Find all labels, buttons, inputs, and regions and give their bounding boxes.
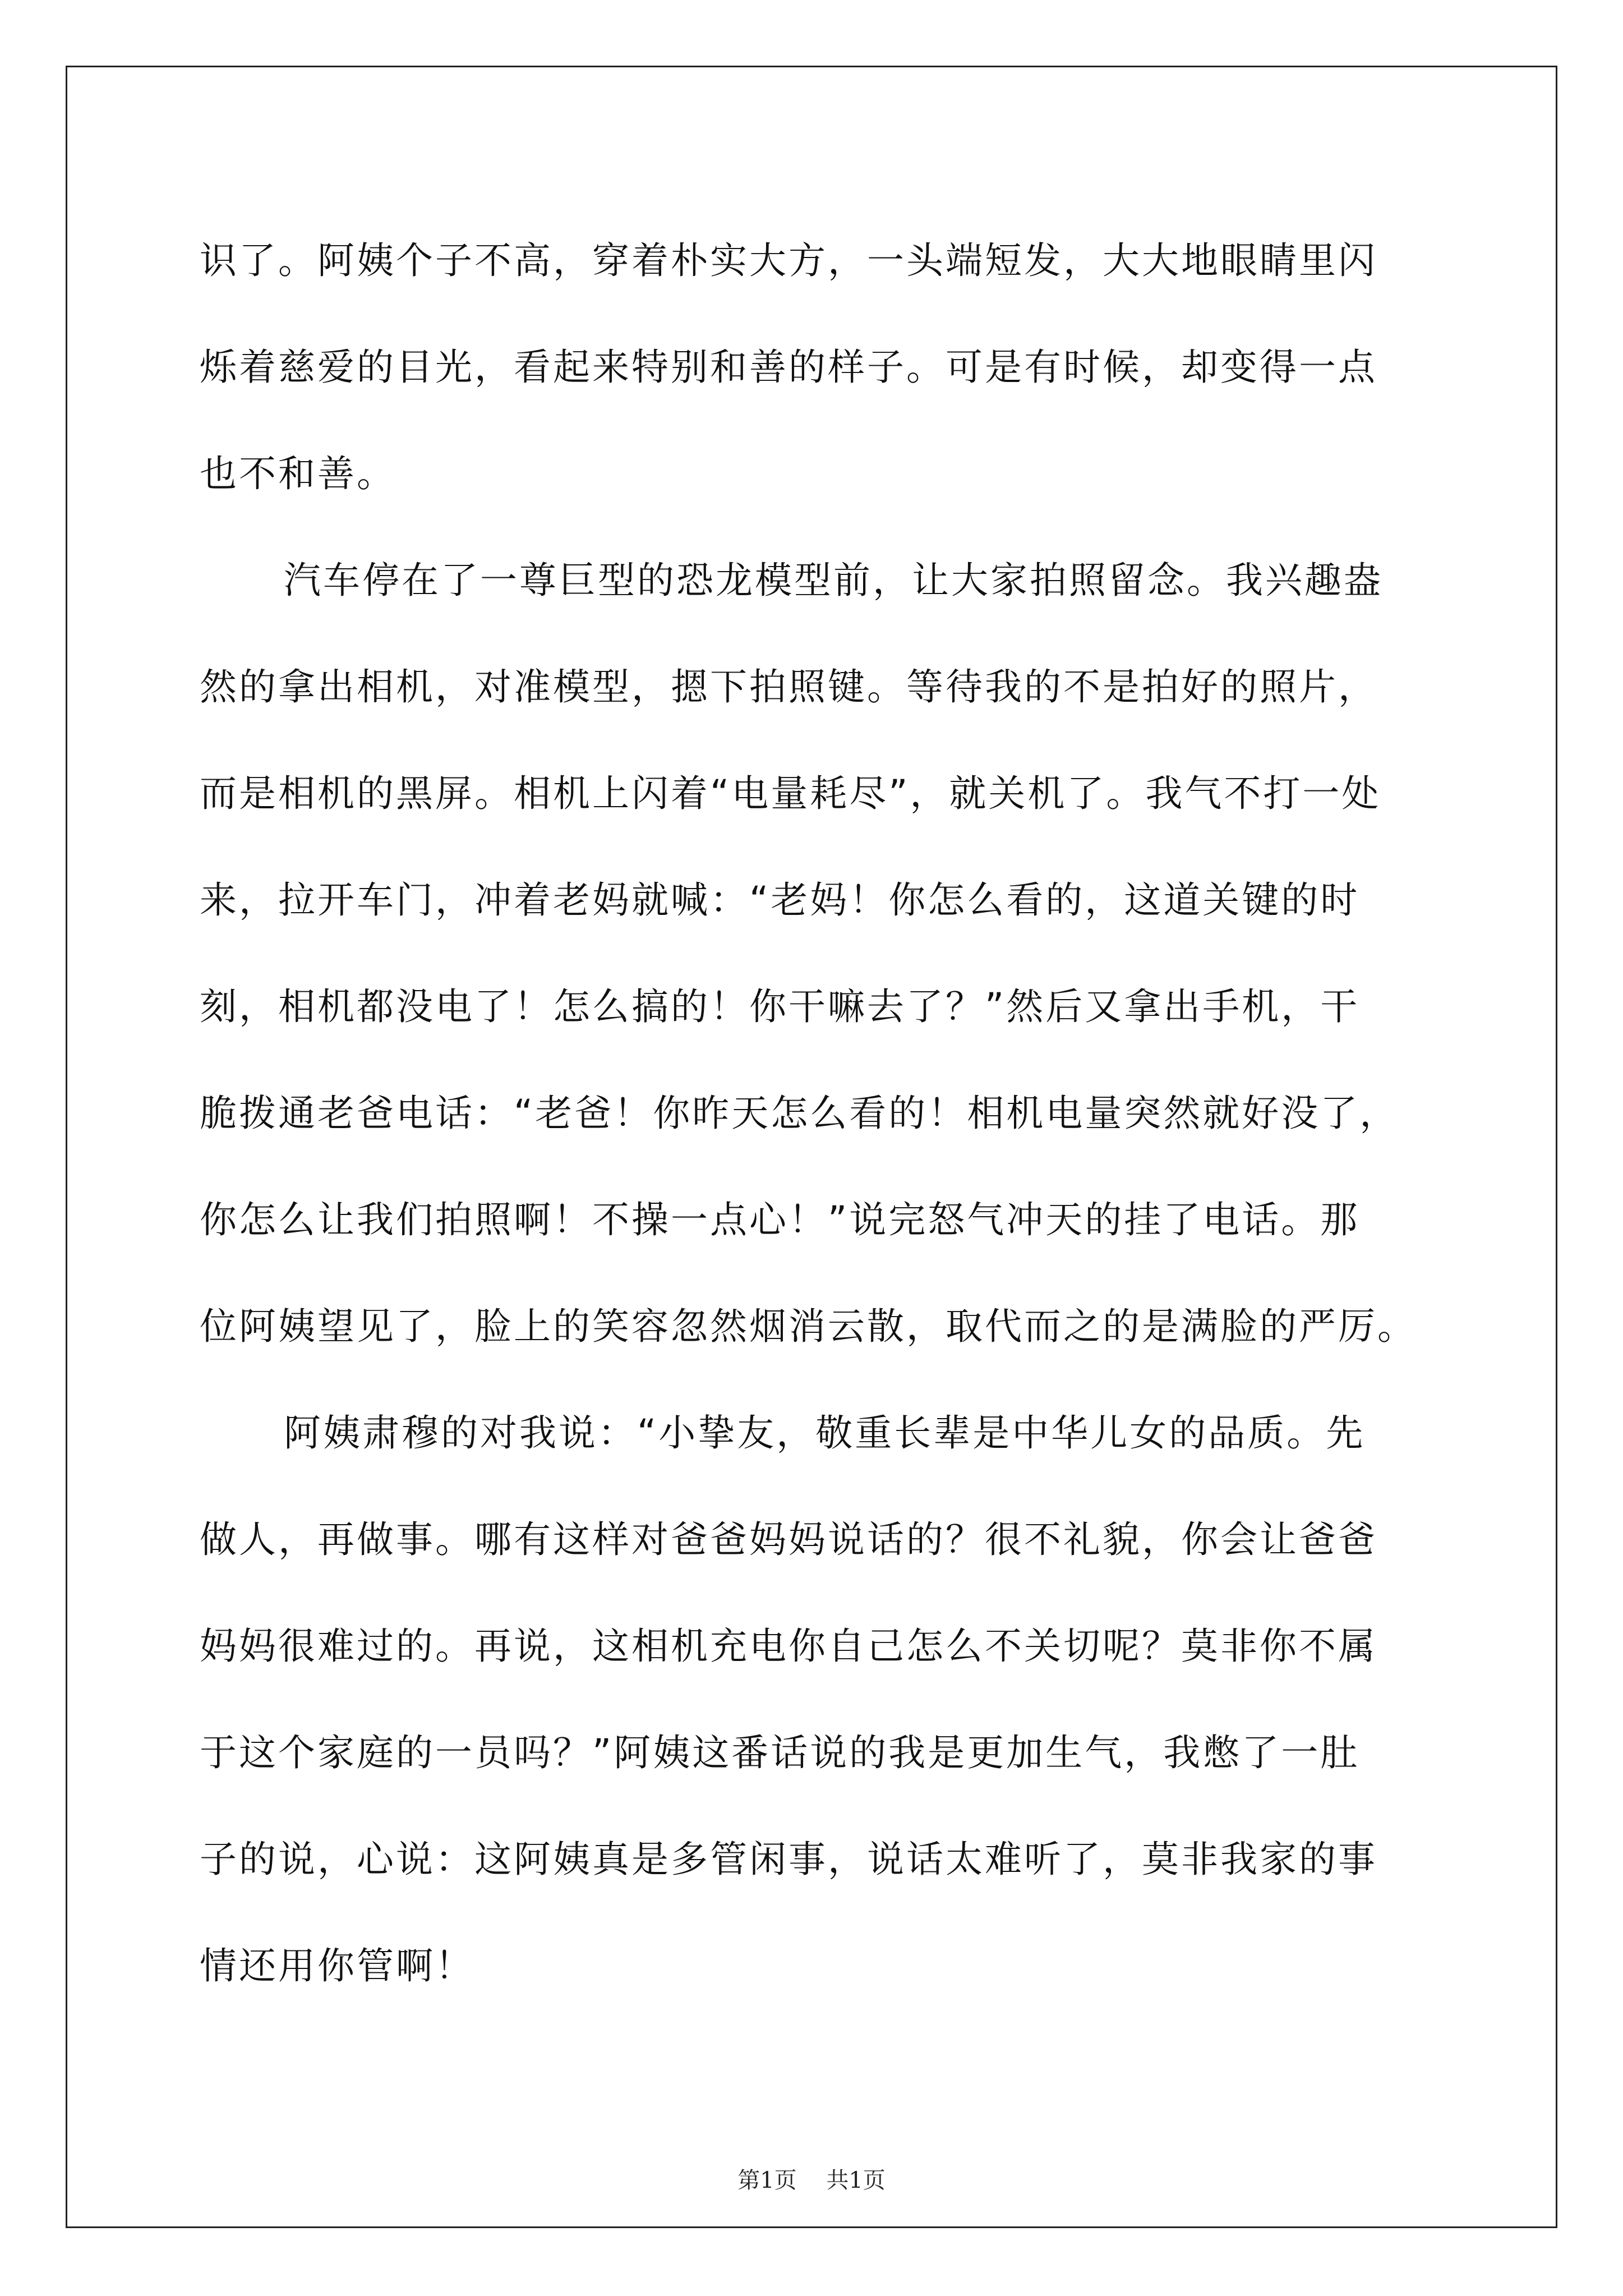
text-line: 而是相机的黑屏。相机上闪着“电量耗尽”，就关机了。我气不打一处	[200, 772, 1381, 815]
text-line: 情还用你管啊！	[200, 1944, 474, 1987]
paragraph-start-line: 阿姨肃穆的对我说：“小挚友，敬重长辈是中华儿女的品质。先	[284, 1411, 1366, 1455]
text-line: 脆拨通老爸电话：“老爸！你昨天怎么看的！相机电量突然就好没了，	[200, 1092, 1399, 1135]
page-number: 第1页	[737, 2168, 797, 2193]
text-line: 妈妈很难过的。再说，这相机充电你自己怎么不关切呢？莫非你不属	[200, 1625, 1377, 1668]
text-line: 来，拉开车门，冲着老妈就喊：“老妈！你怎么看的，这道关键的时	[200, 878, 1360, 922]
text-line: 烁着慈爱的目光，看起来特别和善的样子。可是有时候，却变得一点	[200, 346, 1377, 389]
page-footer	[0, 2162, 1623, 2194]
text-line: 你怎么让我们拍照啊！不操一点心！”说完怒气冲天的挂了电话。那	[200, 1198, 1360, 1241]
text-line: 然的拿出相机，对准模型，摁下拍照键。等待我的不是拍好的照片，	[200, 665, 1377, 708]
text-line: 做人，再做事。哪有这样对爸爸妈妈说话的？很不礼貌，你会让爸爸	[200, 1518, 1377, 1561]
text-line: 子的说，心说：这阿姨真是多管闲事，说话太难听了，莫非我家的事	[200, 1838, 1377, 1881]
text-line: 识了。阿姨个子不高，穿着朴实大方，一头端短发，大大地眼睛里闪	[200, 239, 1377, 282]
text-line: 位阿姨望见了，脸上的笑容忽然烟消云散，取代而之的是满脸的严厉。	[200, 1305, 1417, 1348]
page-total: 共1页	[826, 2168, 886, 2193]
text-line: 也不和善。	[200, 452, 396, 495]
text-line: 于这个家庭的一员吗？”阿姨这番话说的我是更加生气，我憋了一肚	[200, 1731, 1360, 1774]
paragraph-start-line: 汽车停在了一尊巨型的恐龙模型前，让大家拍照留念。我兴趣盎	[284, 559, 1383, 602]
document-body	[200, 208, 1461, 2019]
text-line: 刻，相机都没电了！怎么搞的！你干嘛去了？”然后又拿出手机，干	[200, 985, 1360, 1028]
